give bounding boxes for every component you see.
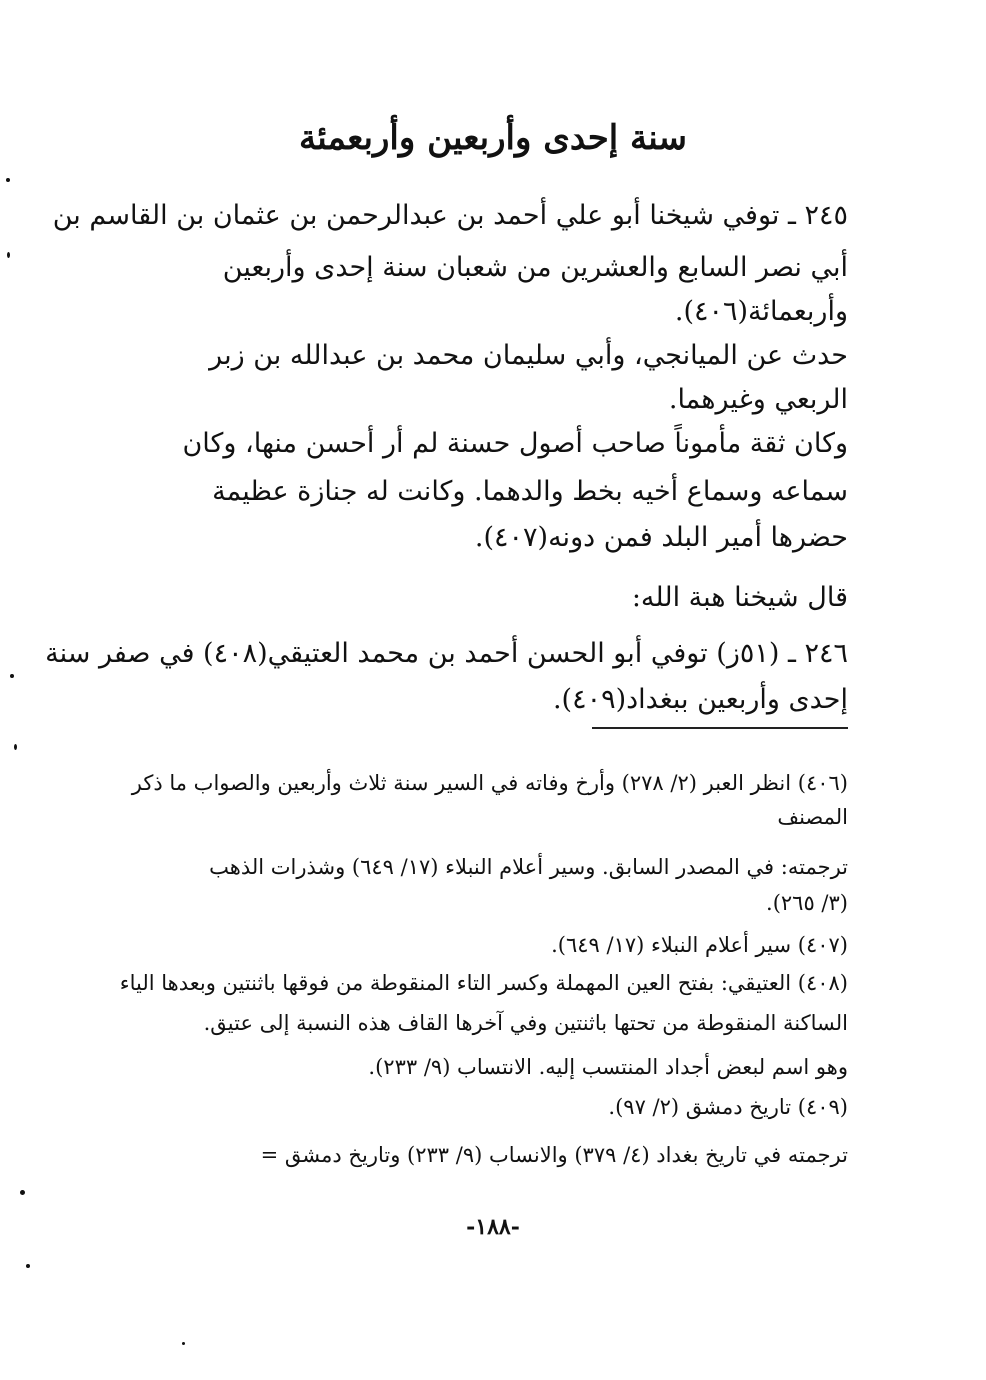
scan-speck: [182, 1342, 185, 1345]
footnote-line: المصنف: [777, 805, 848, 829]
footnote-line: (٣/ ٢٦٥).: [766, 891, 848, 915]
text-line: حدث عن الميانجي، وأبي سليمان محمد بن عبدالله بن زبر: [209, 340, 848, 371]
text-line: قال شيخنا هبة الله:: [631, 582, 848, 613]
page-title: سنة إحدى وأربعين وأربعمئة: [299, 118, 687, 158]
footnote-line: ترجمته في تاريخ بغداد (٤/ ٣٧٩) والانساب (٩/ ٢٣٣) وتاريخ دمشق =: [260, 1143, 848, 1167]
scan-speck: [26, 1264, 30, 1268]
page-number: -١٨٨-: [466, 1214, 520, 1240]
text-line: إحدى وأربعين ببغداد(٤٠٩).: [552, 684, 848, 715]
scan-speck: [20, 1190, 25, 1195]
text-line: الربعي وغيرهما.: [668, 384, 848, 415]
text-line: حضرها أمير البلد فمن دونه(٤٠٧).: [474, 522, 848, 553]
text-line: ٢٤٥ ـ توفي شيخنا أبو علي أحمد بن عبدالرحمن بن عثمان بن القاسم بن: [52, 200, 848, 231]
footnote-separator: [592, 727, 848, 729]
footnote-line: وهو اسم لبعض أجداد المنتسب إليه. الانتساب (٩/ ٢٣٣).: [368, 1055, 848, 1079]
text-line: وكان ثقة مأموناً صاحب أصول حسنة لم أر أحسن منها، وكان: [182, 428, 848, 459]
footnote-line: ترجمته: في المصدر السابق. وسير أعلام النبلاء (١٧/ ٦٤٩) وشذرات الذهب: [209, 855, 848, 879]
text-line: ٢٤٦ ـ (٥١ز) توفي أبو الحسن أحمد بن محمد العتيقي(٤٠٨) في صفر سنة: [45, 638, 848, 669]
footnote-line: الساكنة المنقوطة من تحتها باثنتين وفي آخرها القاف هذه النسبة إلى عتيق.: [203, 1011, 848, 1035]
text-line: أبي نصر السابع والعشرين من شعبان سنة إحدى وأربعين: [222, 252, 848, 283]
scan-speck: [10, 674, 14, 678]
text-line: سماعه وسماع أخيه بخط والدهما. وكانت له جنازة عظيمة: [212, 476, 848, 507]
scan-speck: [7, 252, 10, 258]
scan-speck: [14, 744, 17, 750]
footnote-line: (٤٠٧) سير أعلام النبلاء (١٧/ ٦٤٩).: [551, 933, 848, 957]
footnote-line: (٤٠٩) تاريخ دمشق (٢/ ٩٧).: [608, 1095, 848, 1119]
footnote-line: (٤٠٦) انظر العبر (٢/ ٢٧٨) وأرخ وفاته في السير سنة ثلاث وأربعين والصواب ما ذكر: [131, 771, 848, 795]
scan-speck: [6, 178, 10, 182]
text-line: وأربعمائة(٤٠٦).: [674, 296, 848, 327]
footnote-line: (٤٠٨) العتيقي: بفتح العين المهملة وكسر التاء المنقوطة من فوقها باثنتين وبعدها الياء: [119, 971, 848, 995]
